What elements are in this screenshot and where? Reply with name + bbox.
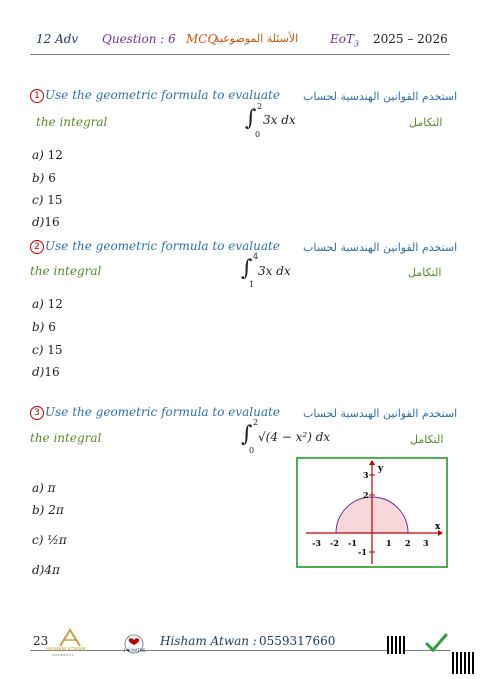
y-tick-label: 2 bbox=[363, 490, 369, 500]
question-1-prompt-ar: استخدم القوانين الهندسية لحساب bbox=[303, 90, 458, 103]
x-tick-label: -3 bbox=[312, 538, 321, 548]
question-2-integral: ∫ 4 1 3x dx bbox=[241, 252, 291, 289]
question-3-integral: ∫ 2 0 √(4 − x²) dx bbox=[241, 418, 331, 455]
header-divider bbox=[30, 54, 450, 55]
option-b[interactable]: b) 6 bbox=[32, 171, 56, 185]
question-1-integral: ∫ 2 0 3x dx bbox=[245, 102, 296, 139]
maths-badge-text: I ♥ MATHS bbox=[124, 648, 146, 653]
option-a[interactable]: a) 12 bbox=[32, 297, 63, 311]
author-logo bbox=[46, 628, 94, 658]
question-3-number: 3 bbox=[30, 406, 44, 420]
qr-code-icon bbox=[387, 636, 405, 654]
question-2-number: 2 bbox=[30, 240, 44, 254]
question-3-prompt-ar: استخدم القوانين الهندسية لحساب bbox=[303, 407, 458, 420]
checkmark-icon bbox=[424, 632, 448, 654]
semicircle-graph-frame bbox=[296, 457, 448, 568]
mcq-label: MCQ bbox=[186, 32, 218, 46]
integral-sign: ∫ bbox=[241, 422, 253, 447]
logo-subtext: MATHEMATICS bbox=[52, 653, 74, 657]
author-phone: 0559317660 bbox=[259, 634, 336, 648]
y-tick-label: -1 bbox=[358, 547, 367, 557]
question-1-number: 1 bbox=[30, 89, 44, 103]
question-2-prompt-ar-2: التكامل bbox=[408, 266, 442, 279]
x-tick-label: -1 bbox=[348, 538, 357, 548]
integral-sign: ∫ bbox=[241, 256, 253, 281]
author-name: Hisham Atwan : bbox=[160, 634, 257, 648]
option-d[interactable]: d)16 bbox=[32, 215, 60, 229]
semicircle-graph bbox=[298, 459, 446, 566]
maths-badge bbox=[122, 632, 146, 654]
option-b[interactable]: b) 6 bbox=[32, 320, 56, 334]
y-axis-arrow bbox=[369, 460, 375, 465]
question-label: Question : 6 bbox=[102, 32, 176, 46]
question-1-prompt-ar-2: التكامل bbox=[409, 116, 443, 129]
option-b[interactable]: b) 2π bbox=[32, 503, 64, 517]
year-label: 2025 – 2026 bbox=[373, 32, 448, 46]
x-tick-label: -2 bbox=[330, 538, 339, 548]
question-3-prompt-en-2: the integral bbox=[30, 431, 102, 445]
option-d[interactable]: d)16 bbox=[32, 365, 60, 379]
option-d[interactable]: d)4π bbox=[32, 563, 60, 577]
question-2-prompt-ar: استخدم القوانين الهندسية لحساب bbox=[303, 241, 458, 254]
y-axis-label: y bbox=[378, 464, 384, 474]
x-tick-label: 2 bbox=[405, 538, 411, 548]
option-a[interactable]: a) 12 bbox=[32, 148, 63, 162]
question-3-prompt-en: 3 Use the geometric formula to evaluate bbox=[30, 405, 280, 420]
option-c[interactable]: c) ½π bbox=[32, 533, 67, 547]
grade-label: 12 Adv bbox=[36, 32, 79, 46]
option-c[interactable]: c) 15 bbox=[32, 193, 63, 207]
option-a[interactable]: a) π bbox=[32, 481, 56, 495]
question-2-prompt-en: 2 Use the geometric formula to evaluate bbox=[30, 239, 280, 254]
question-1-prompt-en: 1 Use the geometric formula to evaluate bbox=[30, 88, 280, 103]
page-number: 23 bbox=[33, 634, 49, 648]
question-1-prompt-en-2: the integral bbox=[36, 115, 108, 129]
logo-mark-icon bbox=[46, 628, 94, 648]
option-c[interactable]: c) 15 bbox=[32, 343, 63, 357]
integral-sign: ∫ bbox=[245, 106, 257, 131]
corner-qr-code-icon bbox=[452, 652, 474, 674]
x-axis-label: x bbox=[435, 522, 441, 532]
question-2-prompt-en-2: the integral bbox=[30, 264, 102, 278]
logo-text: HISHAM ATWAN bbox=[46, 647, 86, 653]
eot-label: EoT$_3$ bbox=[330, 32, 360, 49]
mcq-arabic-label: الأسئلة الموضوعية bbox=[214, 32, 299, 45]
x-tick-label: 3 bbox=[423, 538, 429, 548]
question-3-prompt-ar-2: التكامل bbox=[410, 433, 444, 446]
y-tick-label: 3 bbox=[363, 470, 369, 480]
x-tick-label: 1 bbox=[386, 538, 392, 548]
